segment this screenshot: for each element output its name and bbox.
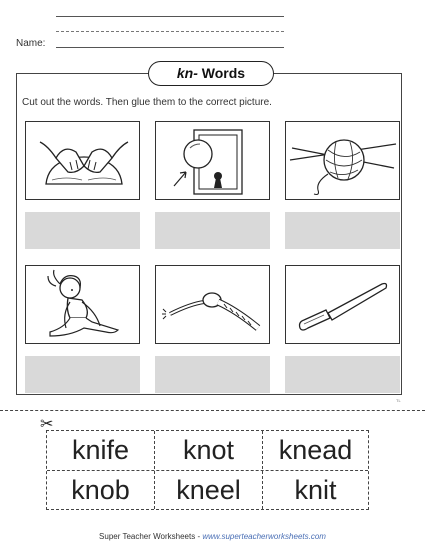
glue-area-1[interactable] [25, 212, 140, 249]
word-card[interactable]: kneel [176, 475, 241, 505]
picture-yarn-ball [285, 121, 400, 200]
word-card[interactable]: knob [71, 475, 130, 505]
yarn-ball-knit-icon [286, 122, 401, 201]
footer-separator: - [195, 532, 203, 541]
worksheet-title [148, 61, 274, 86]
word-card[interactable]: knot [182, 435, 235, 465]
picture-knife [285, 265, 400, 344]
word-card[interactable]: knit [294, 475, 337, 505]
title-rest: Words [197, 65, 246, 81]
dashed-guide-line [56, 31, 284, 32]
door-knob-icon [156, 122, 271, 201]
picture-kneading-dough [25, 121, 140, 200]
cut-line [0, 410, 425, 411]
word-cutout-grid [46, 430, 369, 510]
name-label: Name: [16, 38, 46, 49]
kneading-dough-icon [26, 122, 141, 201]
rope-knot-icon [156, 266, 271, 345]
top-line [56, 16, 284, 17]
glue-area-6[interactable] [285, 356, 400, 393]
title-prefix: kn- [176, 65, 198, 81]
instructions: Cut out the words. Then glue them to the correct picture. [22, 97, 272, 108]
glue-area-4[interactable] [25, 356, 140, 393]
kneeling-girl-icon [26, 266, 141, 345]
picture-kneeling-girl [25, 265, 140, 344]
picture-rope-knot [155, 265, 270, 344]
footer-site-name: Super Teacher Worksheets [99, 532, 196, 541]
word-card[interactable]: knife [71, 435, 130, 465]
word-card[interactable]: knead [278, 435, 353, 465]
glue-area-3[interactable] [285, 212, 400, 249]
glue-area-5[interactable] [155, 356, 270, 393]
glue-area-2[interactable] [155, 212, 270, 249]
picture-door-knob [155, 121, 270, 200]
scissors-icon: ✂ [40, 416, 54, 433]
footer-url[interactable]: www.superteacherworksheets.com [202, 532, 326, 541]
name-write-line[interactable] [56, 47, 284, 48]
knife-icon [286, 266, 401, 345]
footer [0, 532, 425, 541]
corner-mark: TL [396, 398, 401, 403]
